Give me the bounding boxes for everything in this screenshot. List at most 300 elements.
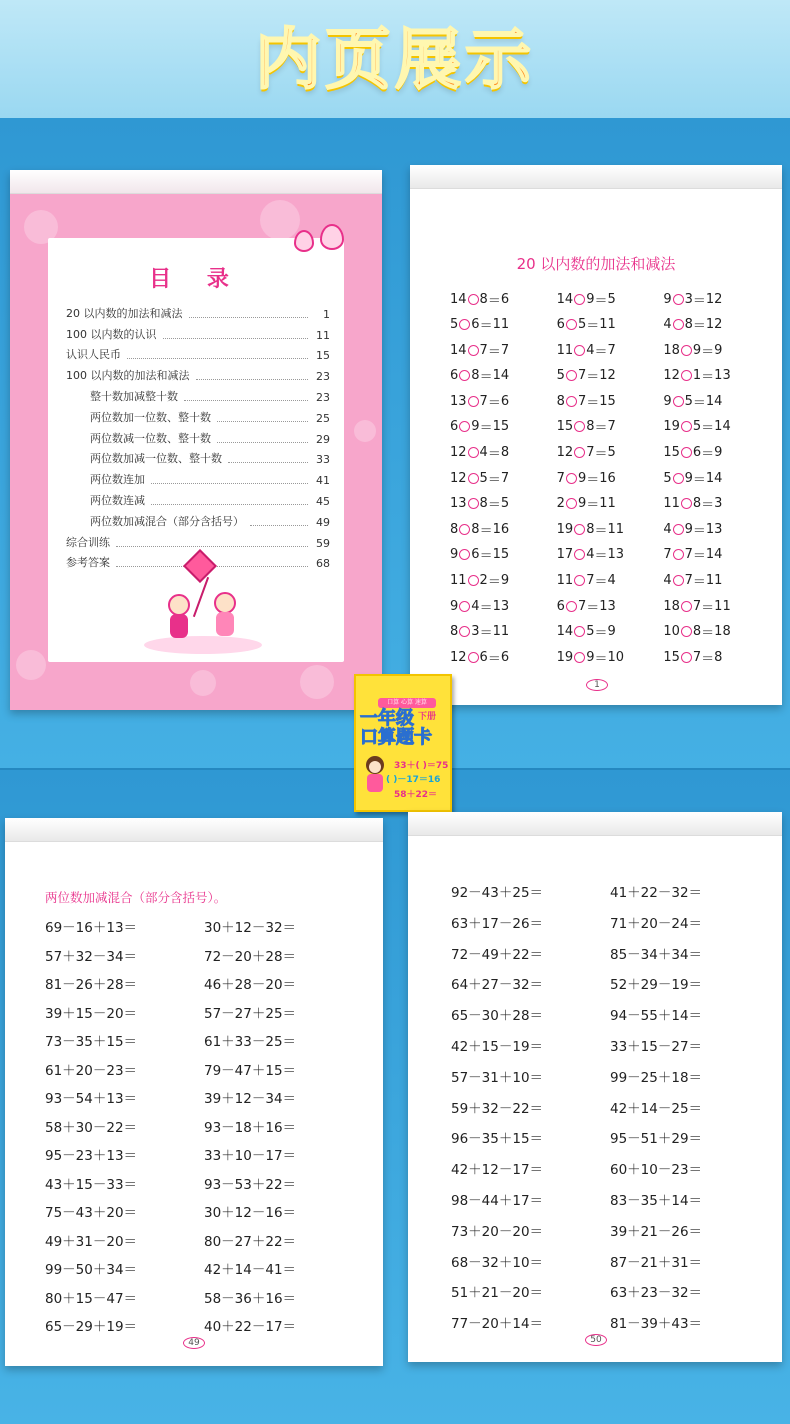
page-binding [5,818,383,842]
girl-head-icon [214,592,236,614]
operand-b: 9 [586,291,595,307]
banner-title: 内页展示 [255,21,535,98]
operand-a: 9 [450,598,459,614]
operand-b: 3 [471,624,480,640]
operand-b: 8 [479,291,488,307]
operator-blank-circle-icon [459,626,470,637]
equals-sign: ＝ [692,395,706,411]
toc-row-page: 11 [316,328,330,342]
equation-item: 41＋22－32＝ [610,885,703,901]
equation-item: 93－18＋16＝ [204,1119,297,1136]
toc-leader-dots [151,483,308,484]
equals-sign: ＝ [594,549,608,565]
operator-blank-circle-icon [673,473,684,484]
equals-sign: ＝ [692,472,706,488]
equals-sign: ＝ [594,626,608,642]
operand-b: 5 [586,624,595,640]
cover-volume: 下册 [418,712,437,722]
result: 13 [705,521,723,537]
equation-item: 77－20＋14＝ [451,1316,544,1333]
girl-illustration-icon [362,756,388,796]
toc-row [66,321,330,342]
result: 9 [500,573,510,589]
exercise-page-50 [408,812,782,1362]
operand-b: 1 [692,368,702,384]
operator-blank-circle-icon [681,345,692,356]
toc-row [66,425,330,446]
result: 11 [492,624,510,640]
comparison-exercise [557,340,664,360]
comparison-exercise [663,571,770,591]
equation-item: 42＋14－25＝ [610,1100,703,1117]
equals-sign: ＝ [701,344,715,360]
decor-circle [190,670,216,696]
operand-a: 6 [450,368,459,384]
toc-page [10,170,382,710]
equals-sign: ＝ [701,447,715,463]
equation-column-right [204,914,296,1342]
operator-blank-circle-icon [566,396,577,407]
operand-b: 7 [586,445,595,461]
operator-blank-circle-icon [566,370,577,381]
comparison-exercise [663,391,770,411]
equals-sign: ＝ [479,523,493,539]
equals-sign: ＝ [594,575,608,591]
equals-sign: ＝ [594,523,608,539]
result: 13 [492,598,510,614]
equation-item: 52＋29－19＝ [610,977,703,994]
cover-title [360,709,450,747]
equals-sign: ＝ [586,319,600,335]
equals-sign: ＝ [487,344,501,360]
operand-a: 19 [556,521,574,537]
equation-item: 58－36＋16＝ [204,1290,297,1307]
equation-item: 73＋20－20＝ [451,1223,544,1240]
toc-leader-dots [228,462,308,463]
equation-item: 57＋32－34＝ [45,948,138,965]
toc-leader-dots [127,358,308,359]
comparison-exercise [663,622,770,642]
equation-item: 73－35＋15＝ [45,1034,138,1050]
equals-sign: ＝ [701,421,715,437]
operand-a: 5 [556,368,565,384]
equals-sign: ＝ [594,421,608,437]
toc-row-page: 29 [316,432,330,446]
decor-circle [354,420,376,442]
operand-b: 9 [586,649,595,665]
strawberry-icon [320,224,344,250]
equation-item: 99－50＋34＝ [45,1262,138,1278]
operand-a: 8 [450,624,459,640]
operand-a: 8 [556,393,565,409]
toc-row-page: 49 [316,515,330,529]
toc-leader-dots [196,379,309,380]
equation-item: 39＋15－20＝ [45,1005,138,1022]
comparison-exercise [450,289,557,309]
equation-item: 33＋15－27＝ [610,1038,703,1055]
operand-a: 18 [663,598,680,614]
page-binding [410,165,782,189]
result: 14 [714,419,731,435]
book-cover [354,674,452,812]
comparison-exercise [663,519,770,539]
toc-row [66,383,330,404]
comparison-exercise [450,571,557,591]
result: 12 [599,368,616,384]
toc-row-page: 15 [316,349,330,363]
page-binding [408,812,782,836]
comparison-exercise [557,545,664,565]
operand-a: 12 [450,470,467,486]
cover-sample-3: 58＋22＝ [394,790,438,800]
toc-row [66,362,330,383]
operand-a: 11 [663,496,680,512]
equation-item: 60＋10－23＝ [610,1162,703,1179]
operand-b: 8 [471,521,480,537]
comparison-exercise [450,391,557,411]
operand-a: 7 [663,547,672,563]
equals-sign: ＝ [479,421,493,437]
operand-b: 7 [577,393,587,409]
result: 8 [500,445,510,461]
result: 11 [714,598,731,614]
operand-a: 13 [450,496,467,512]
operator-blank-circle-icon [574,421,585,432]
toc-row [66,466,330,487]
toc-row-page: 68 [316,557,330,571]
equation-item: 46＋28－20＝ [204,977,297,993]
exercise-page-1-title: 20 以内数的加法和减法 [516,255,676,273]
operator-blank-circle-icon [673,294,684,305]
operand-b: 6 [692,445,702,461]
operator-blank-circle-icon [681,447,692,458]
result: 9 [714,342,723,358]
operand-a: 12 [663,368,680,384]
equals-sign: ＝ [692,293,706,309]
result: 15 [492,419,510,435]
toc-row-label: 整十数加减整十数 [90,389,178,403]
girl-body-icon [216,612,234,636]
equation-item: 57－27＋25＝ [204,1005,297,1022]
equals-sign: ＝ [487,651,501,667]
comparison-exercise [663,596,770,616]
equals-sign: ＝ [594,293,608,309]
toc-leader-dots [184,400,308,401]
result: 4 [607,573,616,589]
operand-b: 5 [479,470,488,486]
result: 13 [714,368,731,384]
toc-leader-dots [217,442,308,443]
toc-row-label: 100 以内数的认识 [66,327,157,341]
comparison-exercise [450,494,557,514]
operand-a: 9 [450,547,459,563]
toc-row-page: 45 [316,494,330,508]
operand-b: 7 [692,598,702,614]
result: 12 [705,317,723,333]
operand-b: 2 [479,573,488,589]
boy-body-icon [170,614,188,638]
equals-sign: ＝ [701,498,715,514]
toc-row [66,446,330,467]
operand-b: 4 [471,598,480,614]
equals-sign: ＝ [586,600,600,616]
toc-row-label: 100 以内数的加法和减法 [66,369,190,383]
equation-item: 93－53＋22＝ [204,1176,297,1193]
toc-leader-dots [189,317,309,318]
equation-item: 95－51＋29＝ [610,1131,703,1148]
operand-b: 8 [479,496,488,512]
operator-blank-circle-icon [459,319,470,330]
page-number: 50 [585,1334,607,1346]
operand-b: 8 [692,624,702,640]
comparison-exercise [450,519,557,539]
equation-item: 87－21＋31＝ [610,1254,703,1271]
comparison-exercise [557,519,664,539]
equation-item: 42＋12－17＝ [451,1162,544,1179]
boy-head-icon [168,594,190,616]
toc-row [66,404,330,425]
toc-row-label: 两位数加减一位数、整十数 [90,452,222,466]
kids-flying-kite-illustration [144,570,274,660]
operator-blank-circle-icon [574,294,585,305]
result: 12 [705,291,723,307]
equation-item: 63＋23－32＝ [610,1285,703,1302]
operand-b: 8 [586,419,595,435]
operator-blank-circle-icon [673,396,684,407]
exercise-page-49-title: 两位数加减混合（部分含括号）。 [45,890,227,905]
result: 15 [599,393,616,409]
operand-a: 2 [556,496,565,512]
comparison-exercise [557,647,664,667]
operand-b: 5 [577,317,587,333]
operand-a: 6 [556,598,565,614]
operand-b: 9 [471,419,480,435]
operator-blank-circle-icon [468,652,479,663]
result: 15 [492,547,510,563]
operand-b: 9 [577,496,587,512]
equation-item: 98－44＋17＝ [451,1192,544,1209]
result: 18 [714,624,731,640]
cover-title-line1: 一年级 [360,708,414,729]
operand-b: 9 [577,470,587,486]
equation-item: 58＋30－22＝ [45,1119,138,1136]
toc-title: 目 录 [149,267,243,292]
operator-blank-circle-icon [566,473,577,484]
equation-item: 49＋31－20＝ [45,1233,138,1250]
equals-sign: ＝ [487,498,501,514]
operand-b: 9 [684,470,693,486]
comparison-exercise [450,647,557,667]
result: 11 [492,317,510,333]
operand-b: 8 [586,521,595,537]
toc-leader-dots [151,504,308,505]
operator-blank-circle-icon [574,626,585,637]
operand-b: 7 [577,598,587,614]
operand-a: 4 [663,317,672,333]
operand-a: 17 [556,547,574,563]
toc-row [66,300,330,321]
equals-sign: ＝ [586,395,600,411]
result: 11 [599,496,616,512]
equation-item: 64＋27－32＝ [451,977,544,994]
operand-a: 11 [450,573,467,589]
equation-item: 30＋12－16＝ [204,1205,297,1221]
result: 5 [607,445,616,461]
operator-blank-circle-icon [574,652,585,663]
comparison-exercise [663,545,770,565]
operand-a: 18 [663,342,680,358]
equation-item: 92－43＋25＝ [451,885,544,901]
operator-blank-circle-icon [459,524,470,535]
comparison-exercise [557,571,664,591]
equation-item: 80＋15－47＝ [45,1290,138,1307]
equation-item: 39＋12－34＝ [204,1091,297,1107]
operand-a: 19 [556,649,574,665]
operand-a: 5 [450,317,459,333]
result: 6 [500,649,510,665]
equation-item: 51＋21－20＝ [451,1285,544,1302]
operator-blank-circle-icon [566,601,577,612]
equals-sign: ＝ [586,472,600,488]
result: 3 [714,496,723,512]
operand-a: 5 [663,470,672,486]
decor-circle [260,200,300,240]
equation-item: 75－43＋20＝ [45,1205,138,1221]
operator-blank-circle-icon [574,549,585,560]
comparison-exercise [450,366,557,386]
operand-a: 6 [450,419,459,435]
equation-item: 79－47＋15＝ [204,1062,297,1079]
operand-a: 14 [556,624,574,640]
toc-row-label: 20 以内数的加法和减法 [66,306,183,320]
operand-b: 3 [684,291,693,307]
comparison-exercise [557,289,664,309]
toc-row-label: 综合训练 [66,535,110,549]
operator-blank-circle-icon [673,549,684,560]
equation-column-left [45,914,137,1342]
equation-item: 81－39＋43＝ [610,1316,703,1333]
operator-blank-circle-icon [673,575,684,586]
operand-b: 4 [479,445,488,461]
operand-a: 15 [556,419,574,435]
toc-row-page: 59 [316,536,330,550]
comparison-exercise [663,340,770,360]
result: 10 [607,649,625,665]
equation-item: 57－31＋10＝ [451,1069,544,1086]
comparison-exercise [450,596,557,616]
operand-b: 5 [684,393,693,409]
equals-sign: ＝ [701,651,715,667]
operator-blank-circle-icon [681,498,692,509]
result: 5 [500,496,510,512]
operator-blank-circle-icon [673,319,684,330]
kite-string [193,577,209,617]
equation-item: 99－25＋18＝ [610,1069,703,1086]
equals-sign: ＝ [692,319,706,335]
equation-item: 83－35＋14＝ [610,1192,703,1209]
operator-blank-circle-icon [574,447,585,458]
equals-sign: ＝ [479,600,493,616]
result: 11 [599,317,616,333]
comparison-exercise [557,443,664,463]
result: 11 [705,573,723,589]
result: 7 [607,342,616,358]
toc-row-label: 两位数加减混合（部分含括号） [90,514,244,528]
equation-item: 93－54＋13＝ [45,1091,138,1107]
result: 6 [500,291,510,307]
equation-item: 40＋22－17＝ [204,1319,297,1335]
operand-b: 8 [684,317,693,333]
operand-b: 5 [692,419,702,435]
equation-column-right [610,878,702,1340]
operator-blank-circle-icon [681,626,692,637]
comparison-exercise [663,366,770,386]
result: 7 [500,342,510,358]
toc-row [66,508,330,529]
operand-a: 9 [663,291,672,307]
operand-b: 7 [684,573,693,589]
operand-b: 9 [684,521,693,537]
result: 16 [599,470,616,486]
operand-b: 7 [479,342,488,358]
result: 14 [492,368,510,384]
operand-b: 4 [586,547,595,563]
operator-blank-circle-icon [468,447,479,458]
equals-sign: ＝ [487,395,501,411]
toc-row-label: 两位数连减 [90,493,145,507]
operand-a: 15 [663,649,680,665]
result: 5 [607,291,616,307]
banner [0,0,790,118]
toc-leader-dots [163,338,309,339]
operator-blank-circle-icon [468,396,479,407]
operand-a: 15 [663,445,680,461]
operator-blank-circle-icon [681,652,692,663]
exercise-page-1 [410,165,782,705]
toc-row-label: 两位数连加 [90,473,145,487]
toc-row-label: 两位数减一位数、整十数 [90,431,211,445]
operand-a: 8 [450,521,459,537]
equation-item: 43＋15－33＝ [45,1176,138,1193]
equation-item: 95－23＋13＝ [45,1148,138,1164]
equals-sign: ＝ [594,651,608,667]
equals-sign: ＝ [479,626,493,642]
operator-blank-circle-icon [566,319,577,330]
result: 14 [705,393,723,409]
result: 9 [714,445,723,461]
equation-item: 30＋12－32＝ [204,920,297,936]
comparison-exercise-grid [450,289,770,667]
toc-leader-dots [116,546,308,547]
comparison-exercise [557,494,664,514]
comparison-exercise [557,315,664,335]
operand-b: 7 [684,547,693,563]
comparison-exercise [663,468,770,488]
operator-blank-circle-icon [574,345,585,356]
page-number: 1 [586,679,608,691]
operand-b: 7 [577,368,587,384]
comparison-exercise [450,622,557,642]
equals-sign: ＝ [479,370,493,386]
exercise-page-49 [5,818,383,1366]
toc-row-label: 认识人民币 [66,348,121,362]
toc-row-label: 两位数加一位数、整十数 [90,410,211,424]
equals-sign: ＝ [692,549,706,565]
operand-b: 9 [692,342,702,358]
operand-b: 6 [471,317,480,333]
cover-sample-1: 33＋( )＝75 [394,761,449,771]
toc-leader-dots [217,421,308,422]
